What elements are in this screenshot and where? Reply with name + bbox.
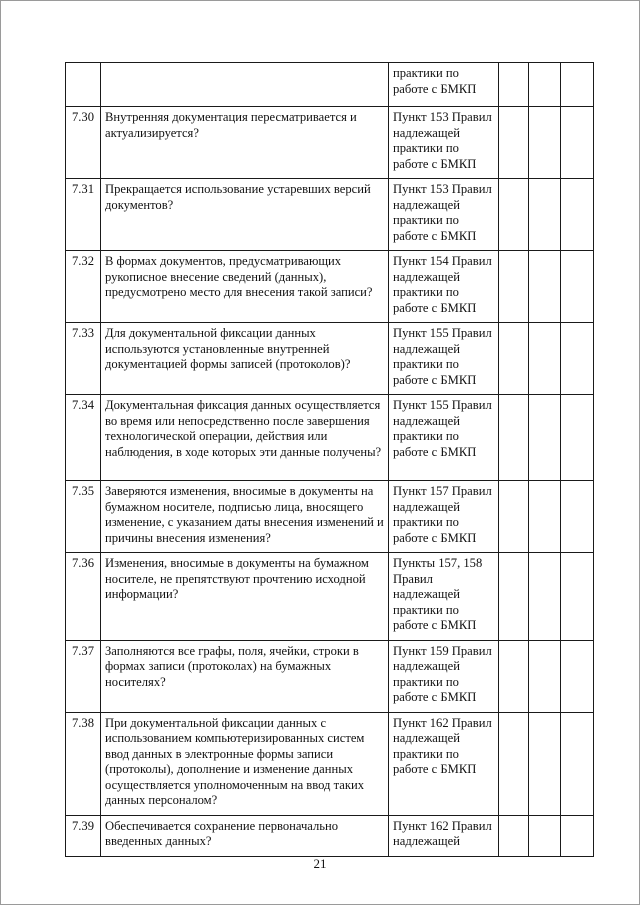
table-row — [66, 179, 594, 251]
item-number: 7.35 — [66, 481, 101, 553]
answer-cell-na[interactable] — [561, 712, 594, 815]
answer-cell-no[interactable] — [529, 63, 561, 107]
answer-cell-na[interactable] — [561, 640, 594, 712]
table-row — [66, 63, 594, 107]
answer-cell-yes[interactable] — [499, 553, 529, 641]
requirement-reference: практики по работе с БМКП — [389, 63, 499, 107]
requirement-reference: Пункт 159 Правил надлежащей практики по работе с БМКП — [389, 640, 499, 712]
item-number: 7.32 — [66, 251, 101, 323]
table-row — [66, 553, 594, 641]
requirement-reference: Пункт 153 Правил надлежащей практики по работе с БМКП — [389, 179, 499, 251]
table-row — [66, 481, 594, 553]
requirement-reference: Пункт 154 Правил надлежащей практики по работе с БМКП — [389, 251, 499, 323]
answer-cell-yes[interactable] — [499, 712, 529, 815]
table-row — [66, 395, 594, 481]
answer-cell-yes[interactable] — [499, 640, 529, 712]
answer-cell-yes[interactable] — [499, 107, 529, 179]
answer-cell-yes[interactable] — [499, 481, 529, 553]
requirement-reference: Пункт 157 Правил надлежащей практики по работе с БМКП — [389, 481, 499, 553]
answer-cell-no[interactable] — [529, 251, 561, 323]
answer-cell-no[interactable] — [529, 395, 561, 481]
answer-cell-no[interactable] — [529, 323, 561, 395]
answer-cell-yes[interactable] — [499, 395, 529, 481]
table-row — [66, 815, 594, 856]
item-number: 7.39 — [66, 815, 101, 856]
item-number: 7.30 — [66, 107, 101, 179]
answer-cell-no[interactable] — [529, 481, 561, 553]
question-text: Заполняются все графы, поля, ячейки, строки в формах записи (протоколах) на бумажных носителях? — [101, 640, 389, 712]
table-row — [66, 323, 594, 395]
requirement-reference: Пункт 155 Правил надлежащей практики по работе с БМКП — [389, 323, 499, 395]
answer-cell-no[interactable] — [529, 107, 561, 179]
answer-cell-yes[interactable] — [499, 179, 529, 251]
checklist-table — [65, 62, 594, 857]
answer-cell-na[interactable] — [561, 107, 594, 179]
answer-cell-na[interactable] — [561, 553, 594, 641]
answer-cell-no[interactable] — [529, 712, 561, 815]
question-text: Документальная фиксация данных осуществляется во время или непосредственно после завершения технологической операции, действия или наблюдения, в ходе которых эти данные получены? — [101, 395, 389, 481]
answer-cell-yes[interactable] — [499, 815, 529, 856]
answer-cell-no[interactable] — [529, 553, 561, 641]
answer-cell-no[interactable] — [529, 815, 561, 856]
page-number: 21 — [313, 856, 327, 871]
question-text: Изменения, вносимые в документы на бумажном носителе, не препятствуют прочтению исходной информации? — [101, 553, 389, 641]
question-text: Для документальной фиксации данных используются установленные внутренней документацией формы записей (протоколов)? — [101, 323, 389, 395]
requirement-reference: Пункт 155 Правил надлежащей практики по работе с БМКП — [389, 395, 499, 481]
question-text: Заверяются изменения, вносимые в документы на бумажном носителе, подписью лица, вносящего изменение, с указанием даты внесения изменений и причины внесения изменения? — [101, 481, 389, 553]
item-number: 7.36 — [66, 553, 101, 641]
question-text: Обеспечивается сохранение первоначально введенных данных? — [101, 815, 389, 856]
answer-cell-yes[interactable] — [499, 251, 529, 323]
question-text — [101, 63, 389, 107]
requirement-reference: Пункты 157, 158 Правил надлежащей практики по работе с БМКП — [389, 553, 499, 641]
item-number: 7.34 — [66, 395, 101, 481]
table-row — [66, 712, 594, 815]
question-text: Внутренняя документация пересматривается и актуализируется? — [101, 107, 389, 179]
item-number — [66, 63, 101, 107]
requirement-reference: Пункт 153 Правил надлежащей практики по работе с БМКП — [389, 107, 499, 179]
table-row — [66, 107, 594, 179]
item-number: 7.38 — [66, 712, 101, 815]
answer-cell-na[interactable] — [561, 481, 594, 553]
answer-cell-na[interactable] — [561, 63, 594, 107]
question-text: Прекращается использование устаревших версий документов? — [101, 179, 389, 251]
answer-cell-yes[interactable] — [499, 63, 529, 107]
answer-cell-no[interactable] — [529, 179, 561, 251]
item-number: 7.31 — [66, 179, 101, 251]
question-text: При документальной фиксации данных с использованием компьютеризированных систем ввод данных в электронные формы записи (протоколы), дополнение и изменение данных осуществляется уполномоченным на ввод таких данных персоналом? — [101, 712, 389, 815]
answer-cell-na[interactable] — [561, 323, 594, 395]
answer-cell-na[interactable] — [561, 815, 594, 856]
table-row — [66, 640, 594, 712]
answer-cell-na[interactable] — [561, 179, 594, 251]
answer-cell-na[interactable] — [561, 395, 594, 481]
requirement-reference: Пункт 162 Правил надлежащей — [389, 815, 499, 856]
answer-cell-na[interactable] — [561, 251, 594, 323]
item-number: 7.37 — [66, 640, 101, 712]
requirement-reference: Пункт 162 Правил надлежащей практики по работе с БМКП — [389, 712, 499, 815]
question-text: В формах документов, предусматривающих рукописное внесение сведений (данных), предусмотрено место для внесения такой записи? — [101, 251, 389, 323]
table-row — [66, 251, 594, 323]
answer-cell-yes[interactable] — [499, 323, 529, 395]
answer-cell-no[interactable] — [529, 640, 561, 712]
item-number: 7.33 — [66, 323, 101, 395]
